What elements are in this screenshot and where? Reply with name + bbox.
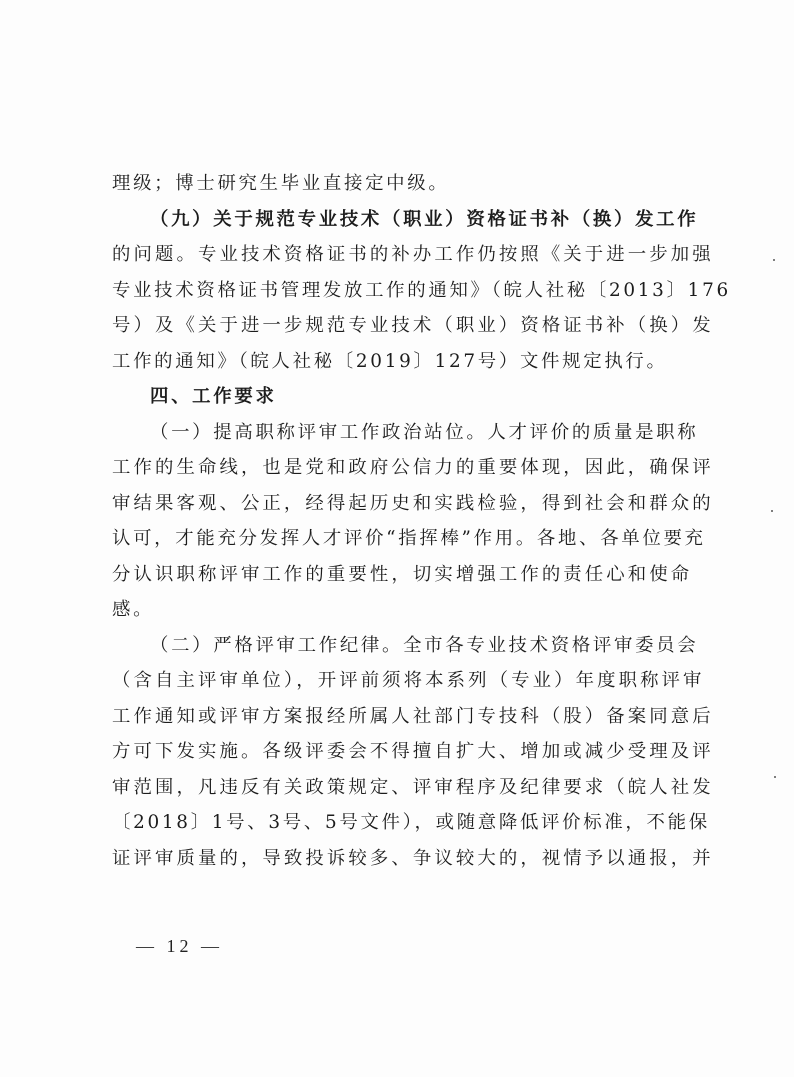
text-line: 的问题。专业技术资格证书的补办工作仍按照《关于进一步加强: [112, 244, 714, 265]
scan-speck: [773, 259, 775, 261]
subsection-heading-line: （二）严格评审工作纪律。全市各专业技术资格评审委员会: [150, 634, 699, 656]
text-line: 工作的生命线，也是党和政府公信力的重要体现，因此，确保评: [112, 457, 714, 478]
subsection-heading-line: （一）提高职称评审工作政治站位。人才评价的质量是职称: [150, 421, 699, 443]
page-number: — 12 —: [136, 936, 223, 956]
text-line: 方可下发实施。各级评委会不得擅自扩大、增加或减少受理及评: [112, 741, 714, 762]
section-heading: 四、工作要求: [150, 386, 277, 407]
text-line: （含自主评审单位），开评前须将本系列（专业）年度职称评审: [112, 670, 705, 691]
scan-speck: [771, 510, 773, 512]
text-line: 工作通知或评审方案报经所属人社部门专技科（股）备案同意后: [112, 705, 714, 727]
document-body: [112, 166, 731, 876]
text-line: 审结果客观、公正，经得起历史和实践检验，得到社会和群众的: [112, 492, 714, 514]
text-line: 号）及《关于进一步规范专业技术（职业）资格证书补（换）发: [112, 315, 714, 336]
text-line: 工作的通知》（皖人社秘〔2019〕127号）文件规定执行。: [112, 350, 668, 372]
text-line: 理级；博士研究生毕业直接定中级。: [112, 173, 450, 194]
scan-speck: [774, 776, 776, 778]
subsection-heading-line: （九）关于规范专业技术（职业）资格证书补（换）发工作: [150, 208, 699, 230]
text-line: 专业技术资格证书管理发放工作的通知》（皖人社秘〔2013〕176: [112, 279, 731, 301]
text-line: 〔2018〕1号、3号、5号文件），或随意降低评价标准，不能保: [112, 812, 710, 833]
text-line: 认可，才能充分发挥人才评价“指挥棒”作用。各地、各单位要充: [112, 528, 706, 549]
text-line: 分认识职称评审工作的重要性，切实增强工作的责任心和使命: [112, 563, 693, 585]
text-line: 感。: [112, 599, 155, 620]
text-line: 审范围，凡违反有关政策规定、评审程序及纪律要求（皖人社发: [112, 776, 714, 798]
text-line: 证评审质量的，导致投诉较多、争议较大的，视情予以通报，并: [112, 847, 714, 869]
